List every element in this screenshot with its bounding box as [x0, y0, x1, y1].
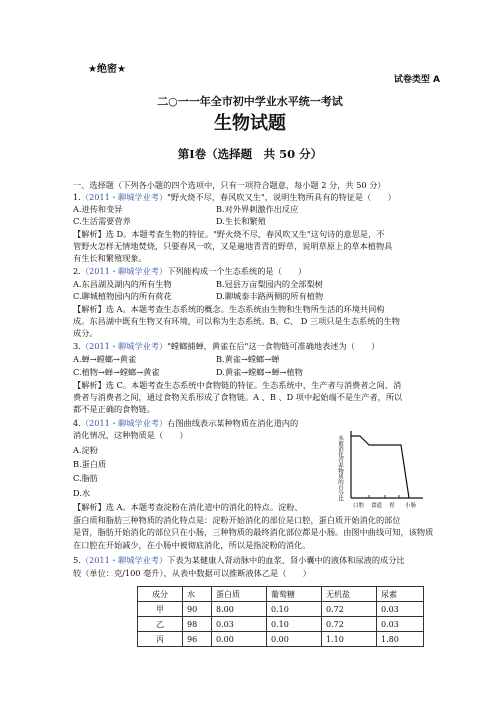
analysis-line: 【解析】选 A。本题考查淀粉在消化道中的消化的特点。淀粉、	[73, 502, 303, 512]
question-4-stem	[73, 418, 298, 429]
option-c: C.聊城植物园内的所有荷花	[73, 291, 172, 301]
question-text: 右图曲线表示某种物质在消化道内的	[167, 418, 299, 428]
analysis-line: 费者与消费者之间，通过食物关系形成了食物链。A 、B 、D 项中起始端不是生产者，所以	[73, 392, 403, 402]
x-label-stomach: 胃	[389, 503, 395, 509]
question-text: 较（单位：克/100 毫升），从表中数据可以推断液体乙是（ ）	[73, 568, 311, 578]
option-a: A.东昌湖及湖内的所有生物	[73, 279, 172, 289]
analysis-line: 成。东昌湖中既有生物又有环境，可以称为生态系统。B、C、 D 三项只是生态系统的生物	[73, 316, 400, 326]
option-c: C.植物→蝉→螳螂→黄雀	[73, 367, 160, 377]
table-cell: 90	[183, 602, 212, 617]
question-source: （2011・聊城学业考）	[80, 341, 168, 351]
question-number: 3.	[73, 341, 81, 351]
option-a: A.淀粉	[73, 445, 98, 455]
confidential-stamp: ★绝密★	[88, 64, 126, 75]
table-cell: 0.03	[377, 602, 424, 617]
table-header-cell: 水	[183, 587, 212, 602]
table-row	[138, 632, 424, 647]
y-axis-label: 未被消化营养物质的百分比	[337, 435, 343, 501]
table-cell: 1.10	[322, 632, 377, 647]
option-c: C.脂肪	[73, 473, 98, 483]
table-header-cell: 成分	[138, 587, 183, 602]
option-a: A.进传和变异	[73, 204, 123, 214]
table-cell: 0.03	[212, 617, 267, 632]
option-b: B.黄雀→螳螂→蝉	[216, 354, 280, 364]
option-b: B.对外界刺激作出反应	[216, 204, 299, 214]
question-source: （2011・聊城学业考）	[80, 418, 168, 428]
question-number: 4.	[73, 418, 81, 428]
table-cell: 0.72	[322, 617, 377, 632]
analysis-line: 【解析】选 C。本题考查生态系统中食物链的特征。生态系统中，生产者与消费者之间、消	[73, 380, 402, 390]
option-d: D.生长和繁殖	[216, 216, 266, 226]
question-text: 下列能构成一个生态系统的是（ ）	[167, 266, 307, 276]
option-d: D.聊城泰丰路两侧的所有植物	[216, 291, 324, 301]
table-cell: 0.10	[267, 602, 322, 617]
question-3-stem	[73, 341, 379, 352]
analysis-line: 在口腔在开始减少，在小肠中被彻底消化，所以是指淀粉的消化。	[73, 540, 311, 550]
table-cell: 0.00	[212, 632, 267, 647]
table-cell: 乙	[138, 617, 183, 632]
question-text: "野火烧不尽，春风吹又生"，说明生物所具有的特征是（ ）	[167, 192, 396, 202]
question-source: （2011・聊城学业考）	[80, 192, 168, 202]
question-number: 2.	[73, 266, 81, 276]
section-title: 第Ⅰ卷（选择题 共 50 分）	[177, 147, 323, 161]
table-cell: 8.00	[212, 602, 267, 617]
table-cell: 98	[183, 617, 212, 632]
option-a: A.蝉→螳螂→黄雀	[73, 354, 137, 364]
analysis-line: 【解析】选 A。本题考查生态系统的概念。生态系统由生物和生物所生活的环境共同构	[73, 304, 385, 314]
paper-type-label: 试卷类型 A	[393, 75, 440, 85]
table-row	[138, 602, 424, 617]
question-2-stem	[73, 266, 306, 277]
question-text: "螳螂捕蝉，黄雀在后"这一食物链可准确地表述为（ ）	[167, 341, 380, 351]
question-text: 下表为某健康人肾动脉中的血浆、肾小囊中的液体和尿液的成分比	[167, 555, 405, 565]
table-cell: 丙	[138, 632, 183, 647]
table-cell: 0.00	[267, 632, 322, 647]
subject-title: 生物试题	[214, 113, 286, 134]
analysis-line: 管野火怎样无情地焚烧，只要春风一吹，又是遍地青青的野草，说明草原上的草本植物具	[73, 241, 393, 251]
exam-title: 二○一一年全市初中学业水平统一考试	[157, 95, 343, 108]
table-cell: 96	[183, 632, 212, 647]
question-text: 消化情况，这种物质是（ ）	[73, 430, 188, 440]
option-c: C.生活需要营养	[73, 216, 131, 226]
table-row	[138, 617, 424, 632]
x-label-small-intestine: 小肠	[405, 503, 417, 509]
x-label-mouth: 口腔	[353, 503, 365, 509]
x-label-esophagus: 食道	[371, 503, 383, 509]
table-header-cell: 蛋白质	[212, 587, 267, 602]
analysis-line: 有生长和繁殖现象。	[73, 253, 147, 263]
question-number: 5.	[73, 555, 81, 565]
option-b: B.冠县万亩梨园内的全部梨树	[216, 279, 323, 289]
instructions: 一、选择题（下列各小题的四个选项中，只有一项符合题意，每小题 2 分，共 50 分）	[73, 180, 386, 190]
table-header-cell: 无机盐	[322, 587, 377, 602]
option-d: D.水	[73, 488, 91, 498]
question-source: （2011・聊城学业考）	[80, 266, 168, 276]
option-d: D.黄雀→螳螂→蝉→植物	[216, 367, 303, 377]
analysis-line: 是胃，脂肪开始消化的部位只在小肠，三种物质的最终消化部位都是小肠。由图中曲线可知，该物质	[73, 527, 434, 537]
table-cell: 甲	[138, 602, 183, 617]
table-header-cell: 葡萄糖	[267, 587, 322, 602]
analysis-line: 蛋白质和脂肪三种物质的消化特点是：淀粉开始消化的部位是口腔，蛋白质开始消化的部位	[73, 515, 401, 525]
question-5-stem	[73, 555, 405, 566]
analysis-line: 都不是正确的食物链。	[73, 404, 155, 414]
table-cell: 0.72	[322, 602, 377, 617]
analysis-line: 【解析】选 D。本题考查生物的特征。"野火烧不尽，春风吹又生"这句诗的意思是，不	[73, 229, 385, 239]
table-header-row	[138, 587, 424, 602]
question-source: （2011・聊城学业考）	[80, 555, 168, 565]
option-b: B.蛋白质	[73, 459, 107, 469]
composition-table	[137, 586, 424, 647]
analysis-line: 成分。	[73, 328, 98, 338]
question-1-stem	[73, 192, 396, 203]
digestion-graph	[335, 423, 427, 515]
table-cell: 0.03	[377, 617, 424, 632]
table-cell: 0.10	[267, 617, 322, 632]
table-cell: 1.80	[377, 632, 424, 647]
curve-line	[351, 436, 409, 498]
table-header-cell: 尿素	[377, 587, 424, 602]
question-number: 1.	[73, 192, 81, 202]
